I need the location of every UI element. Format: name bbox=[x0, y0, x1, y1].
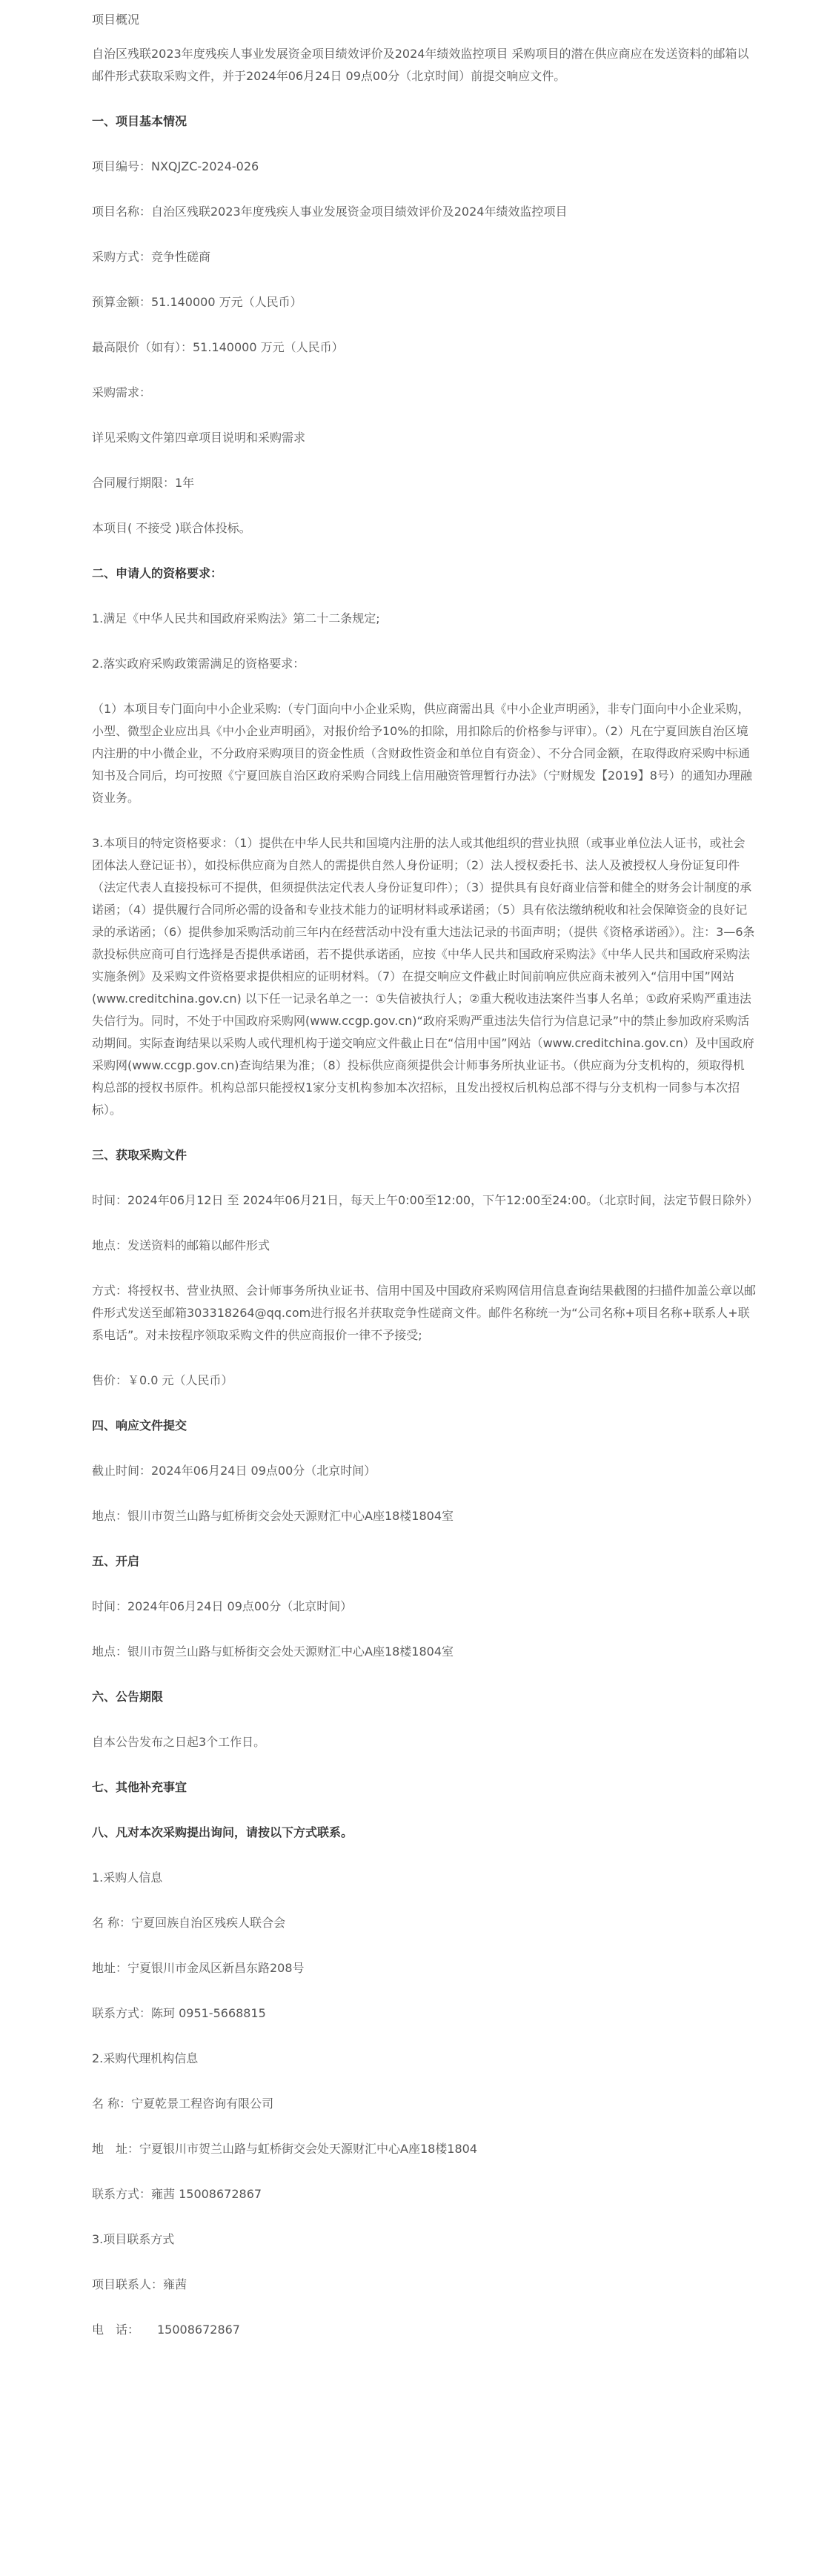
opening-place: 地点：银川市贺兰山路与虹桥街交会处天源财汇中心A座18楼1804室 bbox=[92, 1644, 454, 1659]
qualification-item-2-text: （1）本项目专门面向中小企业采购:（专门面向中小企业采购，供应商需出具《中小企业声明函》，非专门面向中小企业采购，小型、微型企业应出具《中小企业声明函》，对报价给予10%的扣除，用扣除后的价格参与评审）。（2）凡在宁夏回族自治区境内注册的中小微企业，不分政府采购项目的资金性质（含财政性资金和单位自有资金）、不分合同金额，在取得政府采购中标通知书及合同后，均可按照《宁夏回族自治区政府采购合同线上信用融资管理暂行办法》（宁财规发【2019】8号）的通知办理融资业务。 bbox=[92, 702, 752, 805]
submission-place: 地点：银川市贺兰山路与虹桥街交会处天源财汇中心A座18楼1804室 bbox=[92, 1509, 454, 1523]
qualification-item-2: 2.落实政府采购政策需满足的资格要求： bbox=[92, 657, 305, 671]
procurement-needs-text: 详见采购文件第四章项目说明和采购需求 bbox=[92, 431, 306, 445]
notice-period-text: 自本公告发布之日起3个工作日。 bbox=[92, 1735, 266, 1749]
section-notice-period-heading: 六、公告期限 bbox=[92, 1690, 164, 1704]
section-obtain-docs-heading: 三、获取采购文件 bbox=[92, 1148, 187, 1162]
section-contact-heading: 八、凡对本次采购提出询问，请按以下方式联系。 bbox=[92, 1825, 353, 1839]
opening-time: 时间：2024年06月24日 09点00分（北京时间） bbox=[92, 1599, 353, 1613]
purchaser-name: 名 称：宁夏回族自治区残疾人联合会 bbox=[92, 1916, 286, 1930]
submission-deadline: 截止时间：2024年06月24日 09点00分（北京时间） bbox=[92, 1464, 376, 1478]
procurement-needs-label: 采购需求： bbox=[92, 385, 152, 399]
project-contact-phone: 电 话： 15008672867 bbox=[92, 2323, 240, 2337]
section-basic-info-heading: 一、项目基本情况 bbox=[92, 114, 187, 128]
project-contact-label: 3.项目联系方式 bbox=[92, 2232, 175, 2246]
section-submission-heading: 四、响应文件提交 bbox=[92, 1418, 187, 1433]
max-price: 最高限价（如有）：51.140000 万元（人民币） bbox=[92, 340, 344, 354]
overview-title: 项目概况 bbox=[92, 13, 140, 27]
project-number: 项目编号：NXQJZC-2024-026 bbox=[92, 159, 259, 173]
project-contact-person: 项目联系人：雍茜 bbox=[92, 2277, 187, 2291]
consortium-note: 本项目( 不接受 )联合体投标。 bbox=[92, 521, 251, 535]
agency-address: 地 址：宁夏银川市贺兰山路与虹桥街交会处天源财汇中心A座18楼1804 bbox=[92, 2142, 478, 2156]
procurement-method: 采购方式：竞争性磋商 bbox=[92, 250, 211, 264]
agency-label: 2.采购代理机构信息 bbox=[92, 2051, 199, 2065]
project-name: 项目名称：自治区残联2023年度残疾人事业发展资金项目绩效评价及2024年绩效监控项目 bbox=[92, 205, 568, 219]
agency-contact: 联系方式：雍茜 15008672867 bbox=[92, 2187, 262, 2201]
purchaser-label: 1.采购人信息 bbox=[92, 1870, 163, 1885]
agency-name: 名 称：宁夏乾景工程咨询有限公司 bbox=[92, 2097, 274, 2111]
section-qualification-heading: 二、申请人的资格要求： bbox=[92, 566, 223, 580]
obtain-method: 方式：将授权书、营业执照、会计师事务所执业证书、信用中国及中国政府采购网信用信息查询结果截图的扫描件加盖公章以邮件形式发送至邮箱303318264@qq.com进行报名并获取竞争性磋商文件。邮件名称统一为“公司名称+项目名称+联系人+联系电话”。对未按程序领取采购文件的供应商报价一律不予接受; bbox=[92, 1284, 757, 1342]
section-other-matters-heading: 七、其他补充事宜 bbox=[92, 1780, 187, 1794]
qualification-item-1: 1.满足《中华人民共和国政府采购法》第二十二条规定; bbox=[92, 611, 380, 625]
section-opening-heading: 五、开启 bbox=[92, 1554, 140, 1568]
purchaser-address: 地址：宁夏银川市金凤区新昌东路208号 bbox=[92, 1961, 305, 1975]
obtain-time: 时间：2024年06月12日 至 2024年06月21日，每天上午0:00至12:00，下午12:00至24:00。（北京时间，法定节假日除外） bbox=[92, 1193, 759, 1207]
purchaser-contact: 联系方式：陈珂 0951-5668815 bbox=[92, 2006, 266, 2020]
budget-amount: 预算金额：51.140000 万元（人民币） bbox=[92, 295, 302, 309]
qualification-item-3: 3.本项目的特定资格要求：（1）提供在中华人民共和国境内注册的法人或其他组织的营业执照（或事业单位法人证书，或社会团体法人登记证书），如投标供应商为自然人的需提供自然人身份证明；（2）法人授权委托书、法人及被授权人身份证复印件（法定代表人直接投标可不提供，但须提供法定代表人身份证复印件）；（3）提供具有良好商业信誉和健全的财务会计制度的承诺函；（4）提供履行合同所必需的设备和专业技术能力的证明材料或承诺函；（5）具有依法缴纳税收和社会保障资金的良好记录的承诺函；（6）提供参加采购活动前三年内在经营活动中没有重大违法记录的书面声明；（提供《资格承诺函》）。注：3—6条款投标供应商可自行选择是否提供承诺函，若不提供承诺函，应按《中华人民共和国政府采购法》《中华人民共和国政府采购法实施条例》及采购文件资格要求提供相应的证明材料。（7）在提交响应文件截止时间前响应供应商未被列入“信用中国”网站(www.creditchina.gov.cn) 以下任一记录名单之一：①失信被执行人；②重大税收违法案件当事人名单；①政府采购严重违法失信行为。同时，不处于中国政府采购网(www.ccgp.gov.cn)“政府采购严重违法失信行为信息记录”中的禁止参加政府采购活动期间。实际查询结果以采购人或代理机构于递交响应文件截止日在“信用中国”网站（www.creditchina.gov.cn）及中国政府采购网(www.ccgp.gov.cn)查询结果为准；（8）投标供应商须提供会计师事务所执业证书。（供应商为分支机构的，须取得机构总部的授权书原件。机构总部只能授权1家分支机构参加本次招标，且发出授权后机构总部不得与分支机构一同参与本次招标）。 bbox=[92, 836, 755, 1117]
document-price: 售价：￥0.0 元（人民币） bbox=[92, 1373, 233, 1387]
overview-text: 自治区残联2023年度残疾人事业发展资金项目绩效评价及2024年绩效监控项目 采购项目的潜在供应商应在发送资料的邮箱以邮件形式获取采购文件，并于2024年06月24日 09点00分（北京时间）前提交响应文件。 bbox=[92, 47, 749, 83]
contract-term: 合同履行期限：1年 bbox=[92, 476, 195, 490]
obtain-place: 地点：发送资料的邮箱以邮件形式 bbox=[92, 1238, 270, 1252]
